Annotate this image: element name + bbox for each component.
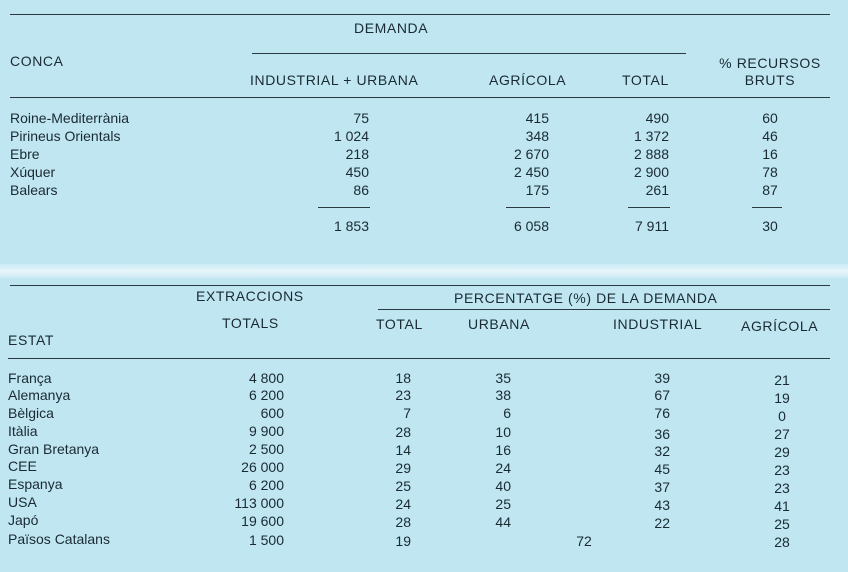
- total-pct: 30: [762, 218, 778, 234]
- sum-rule-ind-urb: [318, 207, 370, 208]
- ind-value: 67: [654, 387, 670, 403]
- urb-value: 35: [495, 370, 511, 386]
- agr-pct-value: 23: [774, 462, 790, 478]
- total-value: 2 888: [633, 146, 669, 162]
- total-value: 261: [645, 182, 669, 198]
- table2-header-rule: [8, 358, 830, 359]
- sum-rule-agr: [506, 207, 550, 208]
- agr-value: 415: [525, 110, 549, 126]
- agr-pct-value: 0: [778, 408, 786, 424]
- ind-value: 45: [654, 461, 670, 477]
- agr-pct-value: 19: [774, 390, 790, 406]
- total-agr: 6 058: [513, 218, 549, 234]
- table2-col-total: TOTAL: [376, 316, 423, 332]
- total-pct-value: 23: [395, 387, 411, 403]
- extr-value: 113 000: [234, 495, 284, 511]
- urb-value: 6: [503, 405, 511, 421]
- extr-value: 9 900: [248, 423, 284, 439]
- extr-value: 26 000: [241, 459, 284, 475]
- table1-col-agr: AGRÍCOLA: [489, 72, 567, 88]
- estat-name: Espanya: [8, 476, 63, 492]
- agr-pct-value: 23: [774, 480, 790, 496]
- table1-header-rule: [10, 97, 830, 98]
- estat-name: Itàlia: [8, 423, 38, 439]
- sum-rule-total: [628, 207, 670, 208]
- total-pct-value: 29: [395, 460, 411, 476]
- agr-pct-value: 21: [774, 372, 790, 388]
- urb-value: 24: [495, 460, 511, 476]
- pct-value: 16: [762, 146, 778, 162]
- table1-col-ind-urb: INDUSTRIAL + URBANA: [250, 72, 419, 88]
- conca-name: Roine-Mediterrània: [10, 110, 130, 126]
- table2-group-header: PERCENTATGE (%) DE LA DEMANDA: [454, 290, 718, 306]
- estat-name: Bèlgica: [8, 405, 54, 421]
- table2-col-extr-line2: TOTALS: [222, 315, 279, 331]
- urb-value: 44: [495, 514, 511, 530]
- total-pct-value: 14: [395, 442, 411, 458]
- ind-urb-value: 75: [353, 110, 369, 126]
- estat-name: CEE: [8, 458, 37, 474]
- table1-row-header: CONCA: [10, 53, 64, 69]
- conca-name: Xúquer: [10, 164, 56, 180]
- agr-pct-value: 25: [774, 516, 790, 532]
- table1-col-total: TOTAL: [622, 72, 669, 88]
- ind-value: 39: [654, 370, 670, 386]
- total-value: 1 372: [633, 128, 669, 144]
- total-total: 7 911: [635, 218, 669, 234]
- estat-name: Països Catalans: [8, 531, 110, 547]
- extr-value: 2 500: [248, 441, 284, 457]
- extr-value: 4 800: [248, 370, 284, 386]
- ind-urb-value: 218: [345, 146, 369, 162]
- estat-name: Japó: [8, 512, 39, 528]
- total-pct-value: 24: [395, 496, 411, 512]
- ind-value: 37: [654, 479, 670, 495]
- conca-name: Ebre: [10, 146, 40, 162]
- table2-col-extr-line1: EXTRACCIONS: [196, 288, 304, 304]
- estat-name: Gran Bretanya: [8, 441, 100, 457]
- agr-value: 348: [525, 128, 549, 144]
- agr-value: 2 450: [513, 164, 549, 180]
- urb-value: 10: [495, 424, 511, 440]
- table1-group-rule: [252, 53, 686, 54]
- sum-rule-pct: [752, 207, 782, 208]
- extr-value: 600: [260, 405, 284, 421]
- ind-urb-value: 1 024: [333, 128, 369, 144]
- extr-value: 6 200: [248, 477, 284, 493]
- table2-col-urb: URBANA: [468, 316, 530, 332]
- total-pct-value: 25: [395, 478, 411, 494]
- ind-urb-value: 86: [353, 182, 369, 198]
- table2-col-ind: INDUSTRIAL: [613, 316, 703, 332]
- total-pct-value: 7: [403, 405, 411, 421]
- extr-value: 6 200: [248, 387, 284, 403]
- conca-name: Balears: [10, 182, 58, 198]
- total-pct-value: 18: [395, 370, 411, 386]
- ind-value: 76: [654, 405, 670, 421]
- table1-group-header: DEMANDA: [354, 20, 429, 36]
- ind-value: 32: [654, 443, 670, 459]
- estat-name: Alemanya: [8, 387, 71, 403]
- conca-name: Pirineus Orientals: [10, 128, 121, 144]
- table2-col-agr: AGRÍCOLA: [741, 318, 819, 334]
- table1-col-pct-line1: % RECURSOS: [719, 55, 821, 71]
- total-value: 490: [645, 110, 669, 126]
- extr-value: 1 500: [248, 532, 284, 548]
- total-pct-value: 28: [395, 514, 411, 530]
- urb-value: 25: [495, 496, 511, 512]
- total-value: 2 900: [633, 164, 669, 180]
- urb-value: 16: [495, 442, 511, 458]
- urb-value: 40: [495, 478, 511, 494]
- estat-name: USA: [8, 494, 37, 510]
- total-pct-value: 19: [395, 533, 411, 549]
- table1-top-rule: [10, 14, 830, 15]
- pct-value: 87: [762, 182, 778, 198]
- pct-value: 60: [762, 110, 778, 126]
- agr-pct-value: 27: [774, 426, 790, 442]
- table2-group-rule: [378, 309, 830, 310]
- table1-col-pct-line2: BRUTS: [744, 72, 796, 88]
- agr-value: 175: [525, 182, 549, 198]
- table2-row-header: ESTAT: [8, 332, 55, 348]
- pct-value: 46: [762, 128, 778, 144]
- ind-value: 36: [654, 426, 670, 442]
- agr-value: 2 670: [513, 146, 549, 162]
- total-ind-urb: 1 853: [333, 218, 369, 234]
- pct-value: 78: [762, 164, 778, 180]
- extr-value: 19 600: [241, 513, 284, 529]
- urb-ind-combined-value: 72: [576, 533, 592, 549]
- ind-value: 22: [654, 515, 670, 531]
- urb-value: 38: [495, 387, 511, 403]
- agr-pct-value: 29: [774, 444, 790, 460]
- agr-pct-value: 41: [774, 498, 790, 514]
- panel-separator: [0, 264, 848, 278]
- ind-value: 43: [654, 497, 670, 513]
- estat-name: França: [8, 370, 52, 386]
- table2-top-rule: [10, 285, 830, 286]
- total-pct-value: 28: [395, 424, 411, 440]
- ind-urb-value: 450: [345, 164, 369, 180]
- agr-pct-value: 28: [774, 534, 790, 550]
